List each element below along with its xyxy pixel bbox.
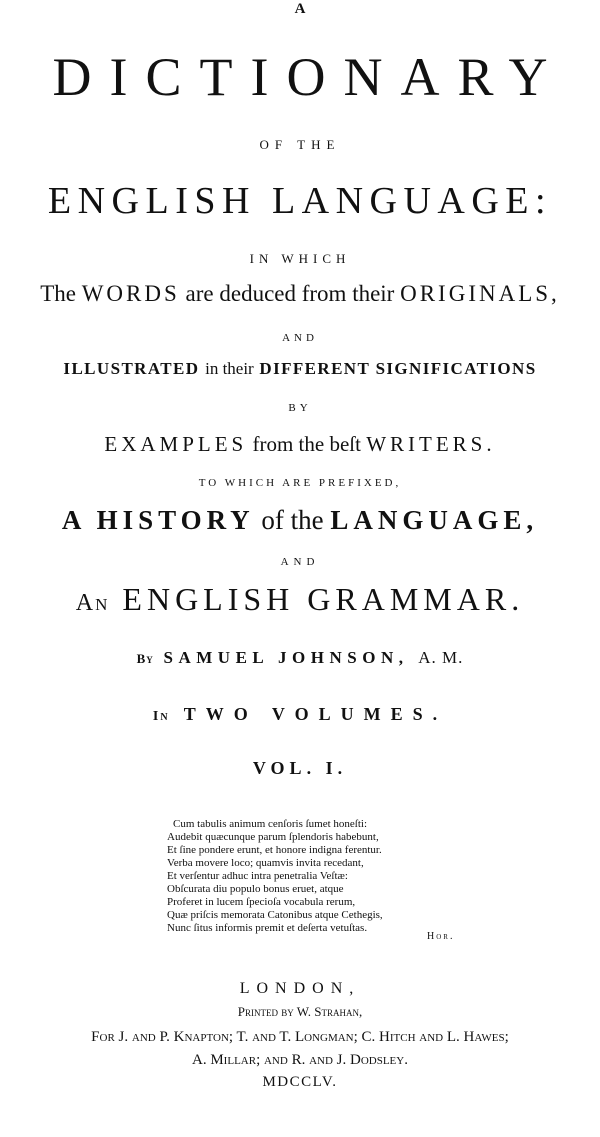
author-degree: A. M. (418, 648, 464, 667)
history-line (0, 507, 600, 534)
by-line-1: BY (288, 402, 312, 414)
epigraph (167, 818, 467, 935)
examples-line-part-3: WRITERS. (366, 432, 496, 456)
epigraph-line: Cum tabulis animum cenſoris ſumet honeſti: (173, 818, 368, 830)
epigraph-line: Audebit quæcunque parum ſplendoris habebunt, (167, 831, 379, 843)
grammar-line-part-2: ENGLISH GRAMMAR. (122, 581, 525, 617)
imprint-printer: Printed by W. Strahan, (237, 1004, 363, 1019)
illustrated-line-part-2: in their (205, 359, 254, 378)
illustrated-line (0, 360, 600, 377)
title-article: A (294, 1, 306, 17)
volumes-line-part-1: In (152, 709, 170, 724)
main-title: DICTIONARY (52, 47, 566, 107)
epigraph-line: Nunc ſitus informis premit et deſerta vetuſtas. (167, 922, 368, 934)
words-line-part-2: WORDS (81, 281, 180, 306)
title-language: ENGLISH LANGUAGE: (47, 180, 553, 222)
volumes-line-part-2: TWO VOLUMES. (183, 704, 448, 724)
examples-line (0, 434, 600, 455)
author-line (0, 649, 600, 666)
author-name: SAMUEL JOHNSON, (163, 648, 409, 667)
in-which-line: IN WHICH (249, 251, 351, 266)
imprint-date: MDCCLV. (262, 1074, 338, 1090)
imprint-booksellers-2: A. Millar; and R. and J. Dodsley. (192, 1052, 408, 1068)
prefixed-line: TO WHICH ARE PREFIXED, (198, 477, 402, 489)
epigraph-attribution: Hor. (427, 931, 455, 942)
illustrated-line-part-3: DIFFERENT SIGNIFICATIONS (259, 359, 537, 378)
epigraph-line: Verba movere loco; quamvis invita recedant, (167, 857, 364, 869)
words-line (0, 282, 600, 305)
history-line-part-3: LANGUAGE, (330, 505, 539, 535)
history-line-part-1: A HISTORY (61, 505, 255, 535)
epigraph-line: Obſcurata diu populo bonus eruet, atque (167, 883, 344, 895)
imprint-booksellers: For J. and P. Knapton; T. and T. Longman; C. Hitch and L. Hawes; (91, 1029, 509, 1045)
and-line-2: AND (280, 556, 320, 568)
grammar-line (0, 583, 600, 615)
volumes-line (0, 705, 600, 724)
grammar-line-part-1: An (75, 590, 110, 616)
volume-number: VOL. I. (252, 758, 348, 778)
words-line-part-3: are deduced from their (185, 281, 395, 306)
words-line-part-4: ORIGINALS, (400, 281, 560, 306)
epigraph-line: Quæ priſcis memorata Catonibus atque Cethegis, (167, 909, 383, 921)
title-of-the: OF THE (259, 137, 341, 152)
history-line-part-2: of the (261, 505, 324, 535)
and-line-1: AND (282, 332, 318, 344)
examples-line-part-2: from the beſt (252, 432, 361, 456)
epigraph-line: Et ſine pondere erunt, et honore indigna ferentur. (167, 844, 382, 856)
illustrated-line-part-1: ILLUSTRATED (63, 359, 200, 378)
imprint-city: LONDON, (239, 980, 361, 997)
words-line-part-1: The (40, 281, 76, 306)
examples-line-part-1: EXAMPLES (104, 432, 248, 456)
epigraph-line: Proferet in lucem ſpecioſa vocabula rerum, (167, 896, 356, 908)
epigraph-line: Et verſentur adhuc intra penetralia Veſtæ: (167, 870, 348, 882)
author-line-part-1: By (136, 651, 154, 666)
